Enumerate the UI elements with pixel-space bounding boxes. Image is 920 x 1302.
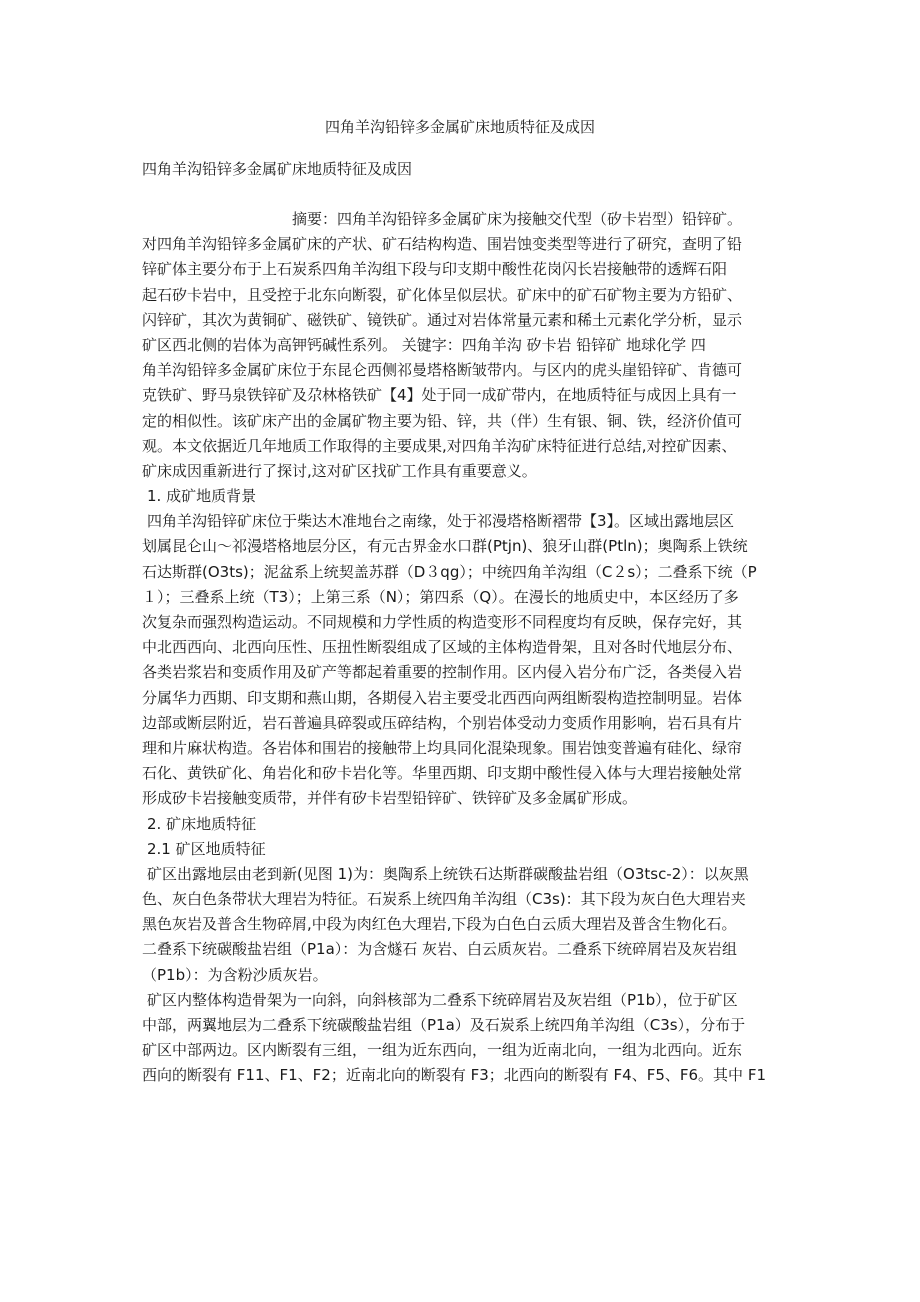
document-title: 四角羊沟铅锌多金属矿床地质特征及成因	[324, 118, 595, 136]
text-line: 次复杂而强烈构造运动。不同规模和力学性质的构造变形不同程度均有反映，保存完好，其	[142, 613, 743, 631]
text-line: 矿区西北侧的岩体为高钾钙碱性系列。 关键字：四角羊沟 矽卡岩 铅锌矿 地球化学 四	[142, 335, 706, 354]
text-line: 黑色灰岩及普含生物碎屑,中段为肉红色大理岩,下段为白色白云质大理岩及普含生物化石。	[142, 915, 737, 934]
section-heading: 1. 成矿地质背景	[147, 487, 257, 506]
text-line: 矿区内整体构造骨架为一向斜，向斜核部为二叠系下统碎屑岩及灰岩组（P1b），位于矿区	[147, 990, 738, 1009]
text-line: 矿区中部两边。区内断裂有三组，一组为近东西向，一组为近南北向，一组为北西向。近东	[142, 1041, 743, 1060]
text-line: 边部或断层附近，岩石普遍具碎裂或压碎结构，个别岩体受动力变质作用影响，岩石具有片	[142, 713, 743, 732]
text-line: 起石矽卡岩中，且受控于北东向断裂，矿化体呈似层状。矿床中的矿石矿物主要为方铅矿、	[142, 285, 743, 304]
text-line: 四角羊沟铅锌矿床位于柴达木准地台之南缘，处于祁漫塔格断褶带【3】。区域出露地层区	[147, 512, 735, 531]
text-line: 西向的断裂有 F11、F1、F2；近南北向的断裂有 F3；北西向的断裂有 F4、F5、F6。其中 F1	[142, 1066, 766, 1085]
text-line: 中部，两翼地层为二叠系下统碳酸盐岩组（P1a）及石炭系上统四角羊沟组（C3s），分布于	[142, 1016, 746, 1034]
text-line: 石达斯群(O3ts)；泥盆系上统契盖苏群（D３qg）；中统四角羊沟组（C２s）；二叠系下统（P	[142, 562, 757, 581]
subsection-heading: 2.1 矿区地质特征	[147, 839, 266, 858]
text-line: 分属华力西期、印支期和燕山期，各期侵入岩主要受北西西向两组断裂构造控制明显。岩体	[142, 688, 743, 707]
text-line: 闪锌矿，其次为黄铜矿、磁铁矿、镜铁矿。通过对岩体常量元素和稀土元素化学分析，显示	[142, 310, 743, 329]
text-line: 各类岩浆岩和变质作用及矿产等都起着重要的控制作用。区内侵入岩分布广泛，各类侵入岩	[142, 663, 743, 682]
section-heading: 2. 矿床地质特征	[147, 814, 257, 833]
text-line: 矿区出露地层由老到新(见图 1)为：奥陶系上统铁石达斯群碳酸盐岩组（O3tsc-2）：以灰黑	[147, 864, 749, 883]
text-line: 观。本文依据近几年地质工作取得的主要成果,对四角羊沟矿床特征进行总结,对控矿因素、	[142, 436, 737, 455]
text-line: 理和片麻状构造。各岩体和围岩的接触带上均具同化混染现象。围岩蚀变普遍有硅化、绿帘	[142, 738, 743, 757]
text-line: 石化、黄铁矿化、角岩化和矽卡岩化等。华里西期、印支期中酸性侵入体与大理岩接触处常	[142, 764, 743, 783]
text-line: 对四角羊沟铅锌多金属矿床的产状、矿石结构构造、围岩蚀变类型等进行了研究，查明了铅	[142, 235, 743, 254]
text-line: 克铁矿、野马泉铁锌矿及尕林格铁矿【4】处于同一成矿带内，在地质特征与成因上具有一	[142, 386, 737, 405]
text-line: （P1b）：为含粉沙质灰岩。	[142, 965, 328, 984]
text-line: 中北西西向、北西向压性、压扭性断裂组成了区域的主体构造骨架，且对各时代地层分布、	[142, 638, 743, 657]
document-subtitle: 四角羊沟铅锌多金属矿床地质特征及成因	[142, 160, 413, 178]
text-line: 定的相似性。该矿床产出的金属矿物主要为铅、锌，共（伴）生有银、铜、铁，经济价值可	[142, 411, 743, 430]
text-line: 锌矿体主要分布于上石炭系四角羊沟组下段与印支期中酸性花岗闪长岩接触带的透辉石阳	[142, 260, 728, 279]
text-line: 形成矽卡岩接触变质带，并伴有矽卡岩型铅锌矿、铁锌矿及多金属矿形成。	[142, 789, 638, 808]
text-line: １）；三叠系上统（T3）；上第三系（N）；第四系（Q）。在漫长的地质史中，本区经历了多	[142, 587, 739, 606]
text-line: 划属昆仑山～祁漫塔格地层分区，有元古界金水口群(Ptjn)、狼牙山群(Ptln)；奥陶系上铁统	[142, 537, 748, 556]
abstract-line: 摘要：四角羊沟铅锌多金属矿床为接触交代型（矽卡岩型）铅锌矿。	[292, 210, 743, 228]
document-body	[142, 207, 782, 1089]
text-line: 二叠系下统碳酸盐岩组（P1a）：为含燧石 灰岩、白云质灰岩。二叠系下统碎屑岩及灰岩组	[142, 940, 738, 959]
text-line: 色、灰白色条带状大理岩为特征。石炭系上统四角羊沟组（C3s)：其下段为灰白色大理岩夹	[142, 890, 746, 909]
text-line: 矿床成因重新进行了探讨,这对矿区找矿工作具有重要意义。	[142, 461, 537, 480]
text-line: 角羊沟铅锌多金属矿床位于东昆仑西侧祁曼塔格断皱带内。与区内的虎头崖铅锌矿、肯德可	[142, 361, 743, 380]
